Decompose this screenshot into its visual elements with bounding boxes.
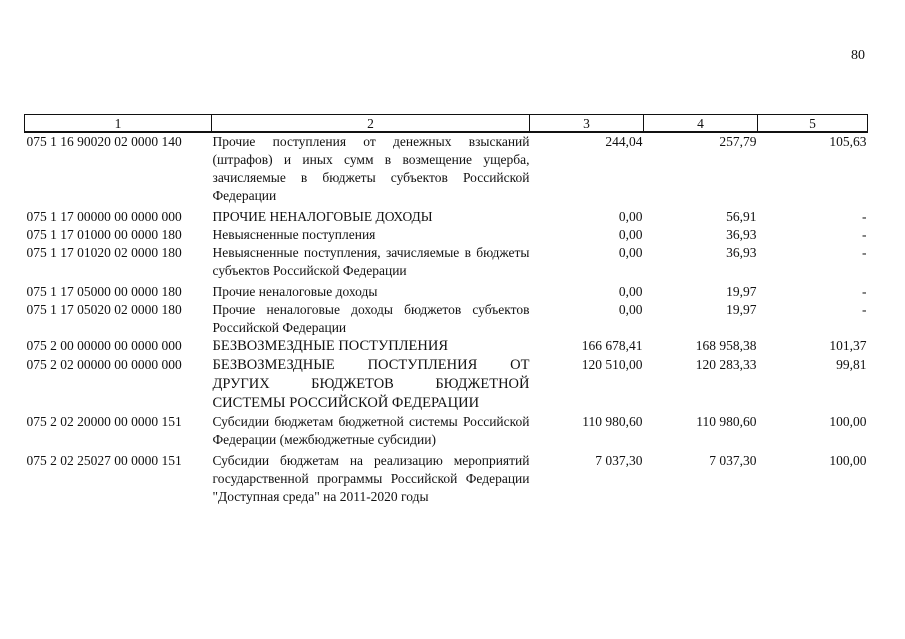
value-col-3: 0,00 — [618, 209, 643, 224]
income-name: Субсидии бюджетам бюджетной системы Российской Федерации (межбюджетные субсидии) — [212, 414, 530, 447]
income-name: Субсидии бюджетам на реализацию мероприятий государственной программы Российской Федерации "Доступная среда" на 2011-2020 годы — [212, 453, 530, 504]
table-row — [25, 244, 868, 283]
value-col-5: 105,63 — [829, 134, 867, 149]
value-col-4: 36,93 — [726, 227, 757, 242]
value-col-4: 257,79 — [719, 134, 757, 149]
header-col-5: 5 — [758, 115, 868, 133]
income-name: Прочие поступления от денежных взысканий (штрафов) и иных сумм в возмещение ущерба, зачисляемые в бюджеты субъектов Российской Федерации — [212, 134, 530, 203]
value-col-3: 0,00 — [618, 284, 643, 299]
budget-code: 075 2 02 20000 00 0000 151 — [26, 414, 182, 429]
value-col-3: 244,04 — [605, 134, 643, 149]
header-col-4: 4 — [644, 115, 758, 133]
table-row — [25, 337, 868, 356]
value-col-5: - — [862, 302, 867, 317]
income-name: Прочие неналоговые доходы бюджетов субъектов Российской Федерации — [212, 302, 530, 335]
budget-table — [24, 114, 868, 506]
value-col-5: 101,37 — [829, 338, 867, 353]
header-col-2: 2 — [212, 115, 530, 133]
value-col-5: 100,00 — [829, 453, 867, 468]
income-name: Прочие неналоговые доходы — [212, 284, 378, 299]
budget-code: 075 1 17 01000 00 0000 180 — [26, 227, 182, 242]
value-col-5: 99,81 — [836, 357, 867, 372]
value-col-4: 168 958,38 — [695, 338, 757, 353]
table-row — [25, 226, 868, 244]
value-col-4: 7 037,30 — [709, 453, 757, 468]
income-name: БЕЗВОЗМЕЗДНЫЕ ПОСТУПЛЕНИЯ ОТ ДРУГИХ БЮДЖЕТОВ БЮДЖЕТНОЙ СИСТЕМЫ РОССИЙСКОЙ ФЕДЕРАЦИИ — [212, 357, 530, 411]
income-name: ПРОЧИЕ НЕНАЛОГОВЫЕ ДОХОДЫ — [212, 209, 433, 224]
header-row — [25, 115, 868, 133]
table-header — [25, 115, 868, 133]
value-col-4: 19,97 — [726, 284, 757, 299]
value-col-3: 120 510,00 — [581, 357, 643, 372]
value-col-3: 166 678,41 — [581, 338, 643, 353]
table-row — [25, 208, 868, 226]
value-col-3: 0,00 — [618, 227, 643, 242]
table-row — [25, 301, 868, 337]
table-row — [25, 132, 868, 208]
value-col-5: - — [862, 209, 867, 224]
value-col-3: 110 980,60 — [582, 414, 643, 429]
budget-code: 075 2 00 00000 00 0000 000 — [26, 338, 182, 353]
value-col-3: 7 037,30 — [595, 453, 643, 468]
value-col-5: - — [862, 284, 867, 299]
budget-code: 075 1 17 00000 00 0000 000 — [26, 209, 182, 224]
table-row — [25, 283, 868, 301]
value-col-3: 0,00 — [618, 245, 643, 260]
budget-code: 075 1 17 01020 02 0000 180 — [26, 245, 182, 260]
income-name: Невыясненные поступления — [212, 227, 376, 242]
table-row — [25, 413, 868, 452]
value-col-4: 120 283,33 — [695, 357, 757, 372]
value-col-5: - — [862, 245, 867, 260]
header-col-3: 3 — [530, 115, 644, 133]
value-col-5: - — [862, 227, 867, 242]
value-col-4: 110 980,60 — [696, 414, 757, 429]
income-name: БЕЗВОЗМЕЗДНЫЕ ПОСТУПЛЕНИЯ — [212, 338, 449, 354]
value-col-4: 56,91 — [726, 209, 757, 224]
budget-code: 075 1 17 05020 02 0000 180 — [26, 302, 182, 317]
value-col-3: 0,00 — [618, 302, 643, 317]
budget-code: 075 1 17 05000 00 0000 180 — [26, 284, 182, 299]
table-row — [25, 452, 868, 506]
income-name: Невыясненные поступления, зачисляемые в бюджеты субъектов Российской Федерации — [212, 245, 530, 278]
budget-code: 075 2 02 25027 00 0000 151 — [26, 453, 182, 468]
header-col-1: 1 — [25, 115, 212, 133]
budget-code: 075 1 16 90020 02 0000 140 — [26, 134, 182, 149]
table-row — [25, 356, 868, 413]
value-col-5: 100,00 — [829, 414, 867, 429]
table-body — [25, 132, 868, 506]
value-col-4: 36,93 — [726, 245, 757, 260]
budget-code: 075 2 02 00000 00 0000 000 — [26, 357, 182, 372]
page-number: 80 — [851, 48, 865, 63]
value-col-4: 19,97 — [726, 302, 757, 317]
